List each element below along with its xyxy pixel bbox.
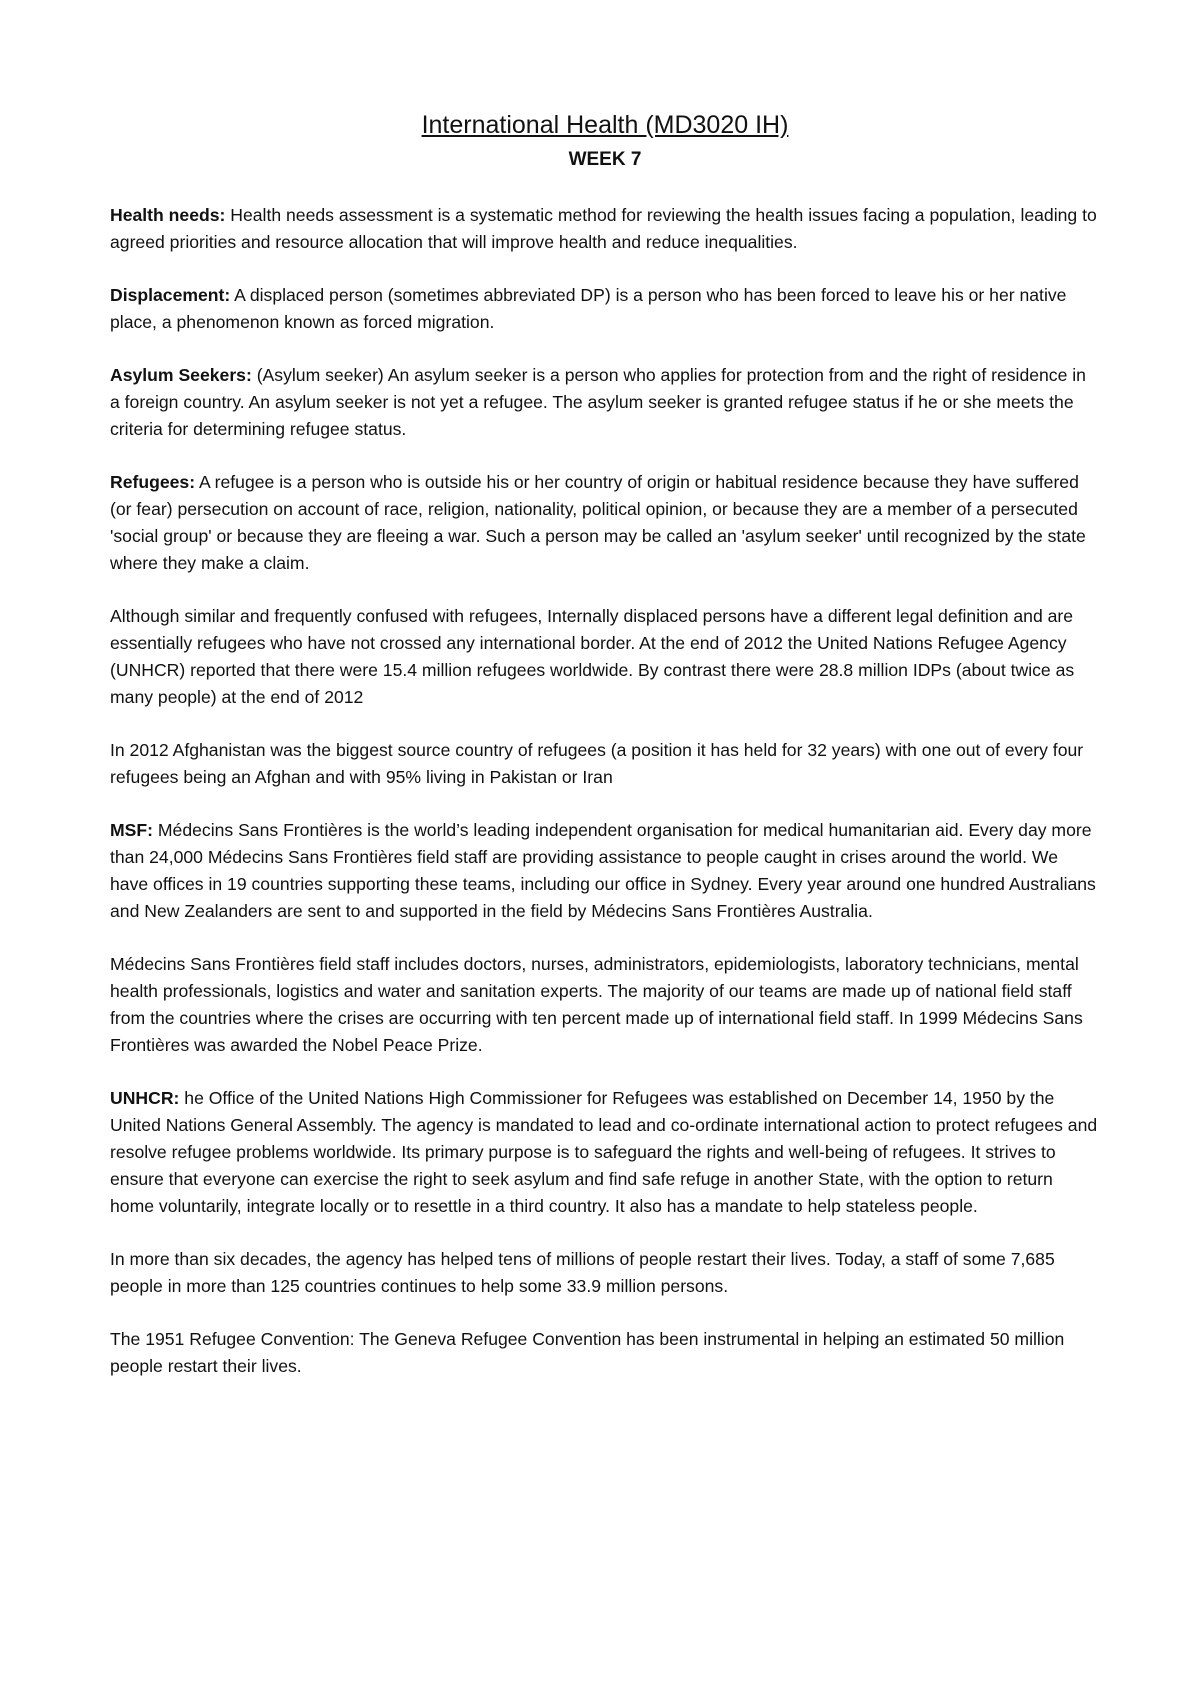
term-label: Displacement: xyxy=(110,285,231,305)
paragraph-msf-staff xyxy=(110,951,1100,1059)
paragraph-displacement xyxy=(110,282,1100,336)
term-label: MSF: xyxy=(110,820,153,840)
paragraph-asylum-seekers xyxy=(110,362,1100,443)
paragraph-text: Although similar and frequently confused with refugees, Internally displaced persons have a different legal definition and are essentially refugees who have not crossed any international border. At the end of 2012 the United Nations Refugee Agency (UNHCR) reported that there were 15.4 million refugees worldwide. By contrast there were 28.8 million IDPs (about twice as many people) at the end of 2012 xyxy=(110,606,1075,707)
document-page xyxy=(110,108,1100,1406)
paragraph-unhcr xyxy=(110,1085,1100,1220)
paragraph-unhcr-decades xyxy=(110,1246,1100,1300)
term-label: UNHCR: xyxy=(110,1088,180,1108)
term-label: Health needs: xyxy=(110,205,226,225)
term-label: Refugees: xyxy=(110,472,196,492)
document-body xyxy=(110,202,1100,1380)
term-label: Asylum Seekers: xyxy=(110,365,252,385)
paragraph-health-needs xyxy=(110,202,1100,256)
paragraph-msf xyxy=(110,817,1100,925)
paragraph-text: Médecins Sans Frontières is the world’s leading independent organisation for medical humanitarian aid. Every day more than 24,000 Médecins Sans Frontières field staff are providing assistance to people caught in crises around the world. We have offices in 19 countries supporting these teams, including our office in Sydney. Every year around one hundred Australians and New Zealanders are sent to and supported in the field by Médecins Sans Frontières Australia. xyxy=(110,820,1096,921)
paragraph-text: Health needs assessment is a systematic method for reviewing the health issues facing a population, leading to agreed priorities and resource allocation that will improve health and reduce inequalities. xyxy=(110,205,1097,252)
paragraph-text: Médecins Sans Frontières field staff includes doctors, nurses, administrators, epidemiologists, laboratory technicians, mental health professionals, logistics and water and sanitation experts. The majority of our teams are made up of national field staff from the countries where the crises are occurring with ten percent made up of international field staff. In 1999 Médecins Sans Frontières was awarded the Nobel Peace Prize. xyxy=(110,954,1083,1055)
paragraph-text: he Office of the United Nations High Commissioner for Refugees was established on December 14, 1950 by the United Nations General Assembly. The agency is mandated to lead and co-ordinate international action to protect refugees and resolve refugee problems worldwide. Its primary purpose is to safeguard the rights and well-being of refugees. It strives to ensure that everyone can exercise the right to seek asylum and find safe refuge in another State, with the option to return home voluntarily, integrate locally or to resettle in a third country. It also has a mandate to help stateless people. xyxy=(110,1088,1098,1216)
paragraph-text: (Asylum seeker) An asylum seeker is a person who applies for protection from and the right of residence in a foreign country. An asylum seeker is not yet a refugee. The asylum seeker is granted refugee status if he or she meets the criteria for determining refugee status. xyxy=(110,365,1086,439)
document-subtitle: WEEK 7 xyxy=(568,149,642,170)
paragraph-text: A displaced person (sometimes abbreviated DP) is a person who has been forced to leave his or her native place, a phenomenon known as forced migration. xyxy=(110,285,1067,332)
paragraph-refugees xyxy=(110,469,1100,577)
paragraph-text: In more than six decades, the agency has helped tens of millions of people restart their lives. Today, a staff of some 7,685 people in more than 125 countries continues to help some 33.9 million persons. xyxy=(110,1249,1055,1296)
paragraph-text: A refugee is a person who is outside his or her country of origin or habitual residence because they have suffered (or fear) persecution on account of race, religion, nationality, political opinion, or because they are a member of a persecuted 'social group' or because they are fleeing a war. Such a person may be called an 'asylum seeker' until recognized by the state where they make a claim. xyxy=(110,472,1086,573)
document-title: International Health (MD3020 IH) xyxy=(421,111,789,139)
paragraph-refugee-convention xyxy=(110,1326,1100,1380)
paragraph-idps xyxy=(110,603,1100,711)
paragraph-text: The 1951 Refugee Convention: The Geneva Refugee Convention has been instrumental in helping an estimated 50 million people restart their lives. xyxy=(110,1329,1065,1376)
paragraph-afghanistan xyxy=(110,737,1100,791)
paragraph-text: In 2012 Afghanistan was the biggest source country of refugees (a position it has held for 32 years) with one out of every four refugees being an Afghan and with 95% living in Pakistan or Iran xyxy=(110,740,1084,787)
